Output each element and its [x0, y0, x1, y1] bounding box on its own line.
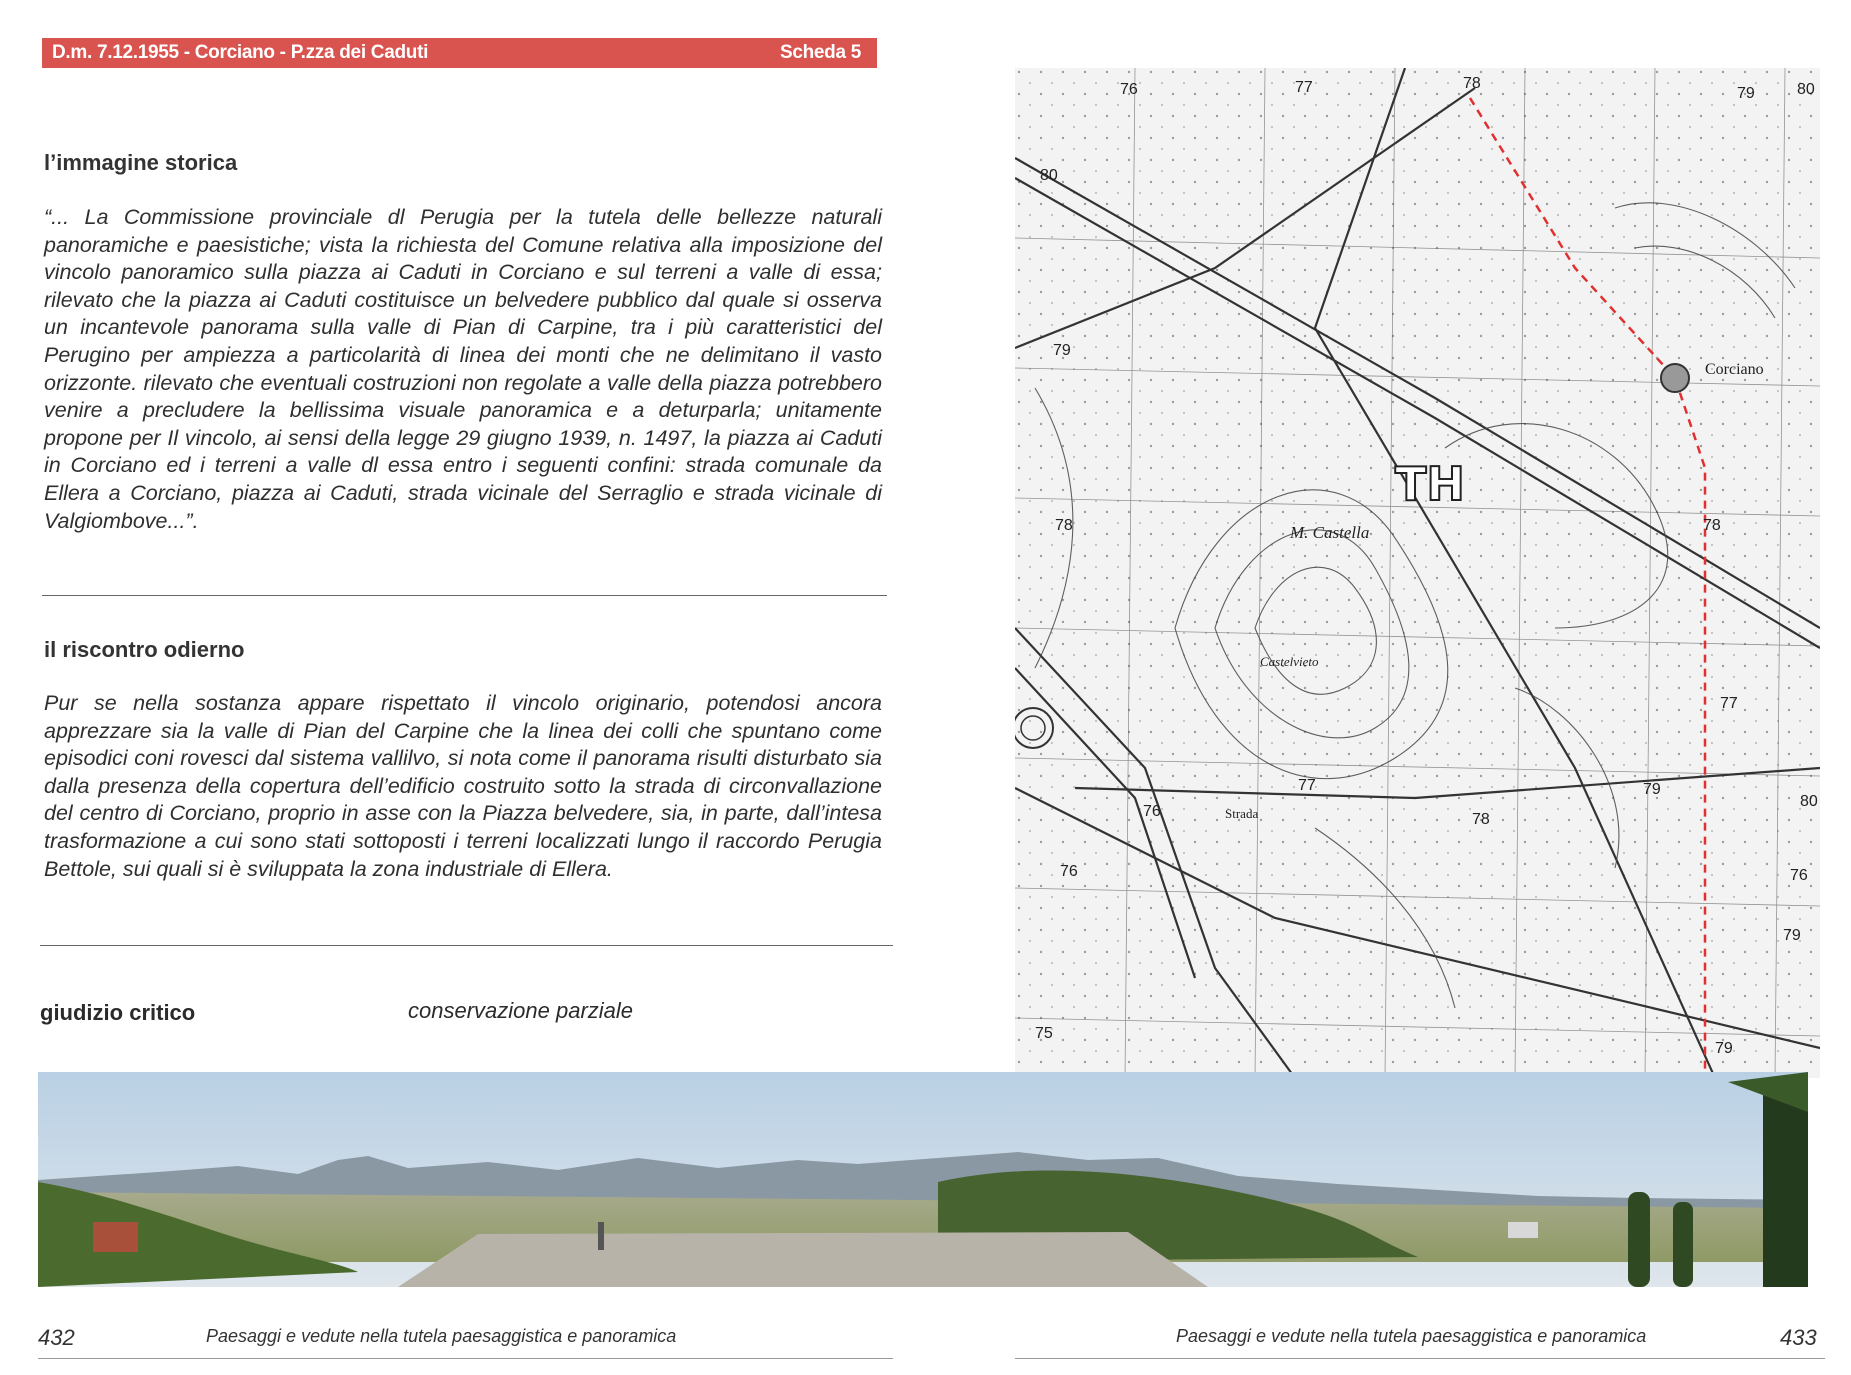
right-footer-rule	[1015, 1358, 1825, 1359]
svg-text:76: 76	[1060, 863, 1078, 880]
current-text: Pur se nella sostanza appare rispettato il vincolo originario, potendosi ancora apprezzare sia la valle di Pian del Carpine che la linea dei colli che spuntano come episodici coni rovesci dal sistema vallilvo, si nota come il panorama risulti disturbato sia dalla presenza della copertura dell’edificio costruito sotto la strada di circonvallazione del centro di Corciano, proprio in asse con la Piazza belvedere, sia, in parte, dall’intesa trasformazione a cui sono stati sottoposti i terreni localizzati lungo il raccordo Perugia Bettole, sui quali si è sviluppata la zona industriale di Ellera.	[44, 691, 882, 881]
svg-text:78: 78	[1703, 517, 1721, 534]
divider-1	[42, 595, 887, 596]
map-center-label: Castelvieto	[1260, 654, 1319, 669]
current-title: il riscontro odierno	[44, 637, 245, 662]
left-running-footer: Paesaggi e vedute nella tutela paesaggistica e panoramica	[206, 1326, 677, 1346]
map-grid-mark: TH	[1395, 457, 1465, 511]
svg-text:76: 76	[1143, 803, 1161, 820]
panorama-drawing	[38, 1072, 1808, 1287]
map-hill-label: M. Castella	[1290, 523, 1370, 542]
verdict-value: conservazione parziale	[408, 998, 634, 1023]
svg-text:79: 79	[1715, 1040, 1733, 1057]
scheda-header	[42, 38, 877, 68]
verdict-label: giudizio critico	[40, 1000, 196, 1025]
svg-text:79: 79	[1643, 781, 1661, 798]
svg-text:76: 76	[1120, 81, 1138, 98]
svg-text:77: 77	[1720, 695, 1738, 712]
topographic-map	[1015, 68, 1820, 1078]
right-page-number: 433	[1780, 1325, 1817, 1350]
svg-text:80: 80	[1800, 793, 1818, 810]
map-place-label: Corciano	[1705, 361, 1764, 378]
svg-text:76: 76	[1790, 867, 1808, 884]
divider-2	[40, 945, 893, 946]
panorama-photo	[38, 1072, 1808, 1287]
corciano-marker	[1661, 364, 1689, 392]
svg-text:79: 79	[1783, 927, 1801, 944]
left-page-number: 432	[38, 1325, 75, 1350]
historic-title: l’immagine storica	[44, 150, 238, 175]
map-road-label: Strada	[1225, 806, 1259, 821]
svg-text:80: 80	[1797, 81, 1815, 98]
svg-text:78: 78	[1055, 517, 1073, 534]
svg-text:79: 79	[1053, 342, 1071, 359]
svg-text:75: 75	[1035, 1025, 1053, 1042]
svg-text:78: 78	[1472, 811, 1490, 828]
svg-text:77: 77	[1295, 79, 1313, 96]
historic-text: “... La Commissione provinciale dl Perugia per la tutela delle bellezze naturali panoramiche e paesistiche; vista la richiesta del Comune relativa alla imposizione del vincolo panoramico sulla piazza ai Caduti in Corciano e sul terreni a valle di essa; rilevato che la piazza ai Caduti costituisce un belvedere pubblico dal quale si osserva un incantevole panorama sulla valle di Pian di Carpine, tra i più caratteristici del Perugino per ampiezza a particolarità di linea dei monti che ne delimitano il vasto orizzonte. rilevato che eventuali costruzioni non regolate a valle della piazza potrebbero venire a precludere la bellissima visuale panoramica e a deturparla; unitamente propone per Il vincolo, ai sensi della legge 29 giugno 1939, n. 1497, la piazza ai Caduti in Corciano ed i terreni a valle dl essa entro i seguenti confini: strada comunale da Ellera a Corciano, piazza ai Caduti, strada vicinale del Serraglio e strada vicinale di Valgiombove...”.	[44, 205, 882, 533]
svg-text:79: 79	[1737, 85, 1755, 102]
svg-text:78: 78	[1463, 75, 1481, 92]
svg-text:77: 77	[1298, 777, 1316, 794]
map-drawing	[1015, 68, 1820, 1078]
right-running-footer: Paesaggi e vedute nella tutela paesaggistica e panoramica	[1176, 1326, 1647, 1346]
svg-text:80: 80	[1040, 167, 1058, 184]
left-footer-rule	[38, 1358, 893, 1359]
header-title: D.m. 7.12.1955 - Corciano - P.zza dei Caduti	[52, 42, 429, 63]
header-scheda: Scheda 5	[779, 42, 861, 63]
